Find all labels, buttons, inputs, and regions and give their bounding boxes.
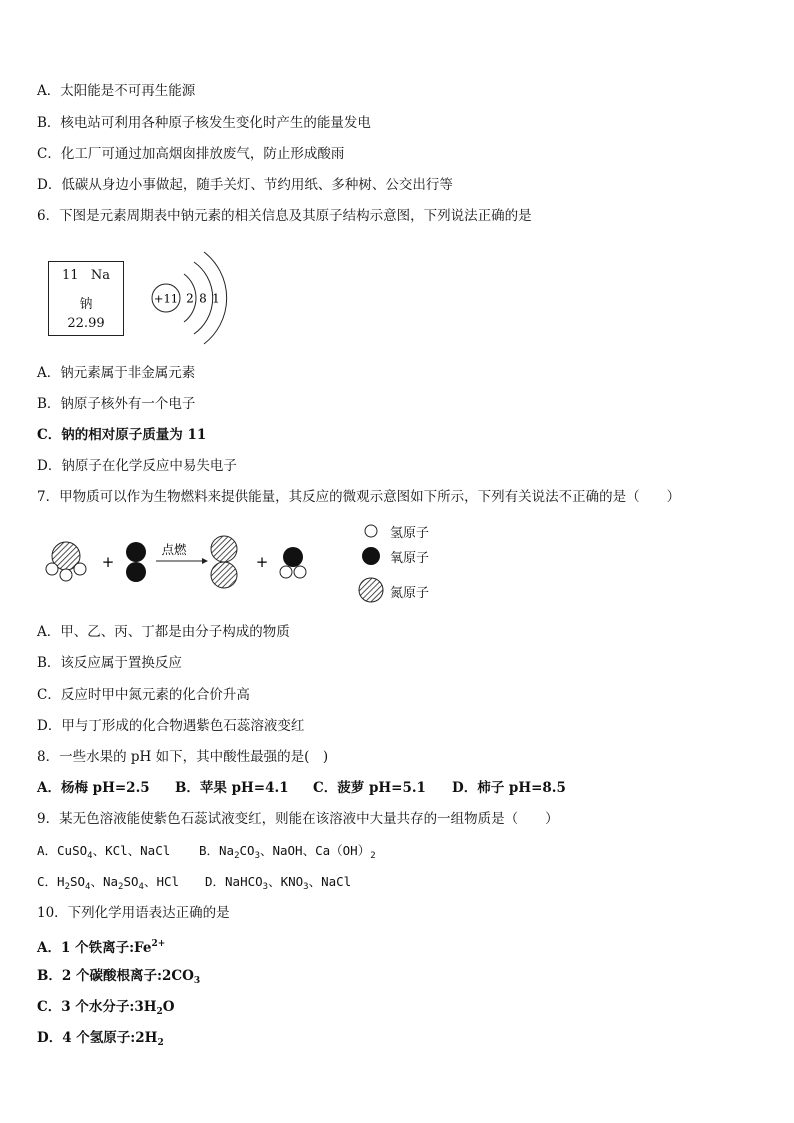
q9-c-sub-3: 2 [118, 882, 124, 892]
q5-option-b: B．核电站可利用各种原子核发生变化时产生的能量发电 [37, 115, 371, 131]
molecule-ding [280, 547, 306, 578]
q8-option-b: B．苹果 pH=4.1 [175, 780, 289, 796]
q8-option-d: D．柿子 pH=8.5 [452, 780, 566, 796]
q8-option-c: C．菠萝 pH=5.1 [313, 780, 426, 796]
hydrogen-atom [60, 569, 72, 581]
q7-stem: 7．甲物质可以作为生物燃料来提供能量，其反应的微观示意图如下所示，下列有关说法不正确的是（ ） [37, 489, 681, 505]
q10-a-text: A．1 个铁离子:Fe [37, 940, 152, 956]
q6-option-a: A．钠元素属于非金属元素 [37, 365, 196, 381]
q9-c-text-3: 、Na [90, 874, 119, 889]
q9-option-b [199, 842, 376, 865]
q7-option-b: B．该反应属于置换反应 [37, 655, 182, 671]
q10-option-d [37, 1029, 164, 1052]
q10-option-b [37, 967, 200, 990]
q10-a-sup: 2+ [151, 939, 166, 949]
atomic-number: 11 [61, 268, 79, 283]
q10-b-text: B．2 个碳酸根离子:2CO [37, 968, 194, 984]
q9-c-sub-1: 2 [64, 882, 70, 892]
q6-option-c: C．钠的相对原子质量为 11 [37, 427, 207, 443]
hydrogen-atom [46, 563, 58, 575]
q7-option-a: A．甲、乙、丙、丁都是由分子构成的物质 [37, 624, 290, 640]
shell-2-electrons: 8 [199, 291, 207, 306]
atomic-mass: 22.99 [67, 316, 105, 331]
periodic-table-cell [48, 261, 124, 336]
q7-option-c: C．反应时甲中氮元素的化合价升高 [37, 687, 250, 703]
q6-stem: 6．下图是元素周期表中钠元素的相关信息及其原子结构示意图，下列说法正确的是 [37, 208, 532, 224]
q7-option-d: D．甲与丁形成的化合物遇紫色石蕊溶液变红 [37, 718, 305, 734]
molecule-jia [46, 542, 86, 581]
q9-d-sub-2: 3 [303, 882, 309, 892]
legend-oxygen-label: 氧原子 [390, 551, 430, 566]
nitrogen-atom [211, 562, 237, 588]
q10-c-text-1: C．3 个水分子:3H [37, 999, 157, 1015]
q9-b-text-1: B．Na [199, 843, 235, 858]
hydrogen-atom [74, 563, 86, 575]
q10-option-c [37, 998, 175, 1021]
legend-nitrogen-symbol [359, 578, 383, 602]
legend-hydrogen-symbol [365, 525, 377, 537]
q9-d-text-1: D．NaHCO [205, 874, 263, 889]
q9-c-sub-2: 4 [85, 882, 91, 892]
q9-options-ab [37, 842, 376, 865]
legend-oxygen-symbol [362, 547, 380, 565]
element-symbol: Na [90, 268, 111, 283]
q6-option-b: B．钠原子核外有一个电子 [37, 396, 196, 412]
arrow-head [202, 558, 208, 564]
q5-option-d: D．低碳从身边小事做起，随手关灯、节约用纸、多种树、公交出行等 [37, 177, 453, 193]
legend-hydrogen-label: 氢原子 [390, 526, 430, 541]
reaction-condition: 点燃 [161, 542, 187, 557]
q6-option-d: D．钠原子在化学反应中易失电子 [37, 458, 237, 474]
plus-sign: + [101, 553, 115, 571]
q8-options [37, 779, 566, 797]
atom-structure-diagram [148, 248, 228, 346]
q9-b-sub-2: 3 [254, 851, 260, 861]
q9-d-text-3: 、NaCl [308, 874, 352, 889]
q10-stem: 10．下列化学用语表达正确的是 [37, 905, 230, 921]
oxygen-atom [283, 547, 303, 567]
q9-c-text-4: SO [123, 874, 139, 889]
plus-sign: + [255, 553, 269, 571]
q9-c-text-1: C．H [37, 874, 65, 889]
shell-1-electrons: 2 [186, 291, 194, 306]
q9-c-text-2: SO [69, 874, 86, 889]
molecule-yi [126, 542, 146, 582]
shell-3-electrons: 1 [212, 291, 220, 306]
q9-b-sub-1: 2 [234, 851, 240, 861]
q10-c-sub: 2 [156, 1007, 163, 1017]
q9-c-text-5: 、HCl [143, 874, 180, 889]
q9-d-sub-1: 3 [262, 882, 269, 892]
q9-a-text-2: 、KCl、NaCl [92, 843, 171, 858]
q9-stem: 9．某无色溶液能使紫色石蕊试液变红，则能在该溶液中大量共存的一组物质是（ ） [37, 811, 559, 827]
q9-option-a [37, 843, 171, 861]
q10-c-text-2: O [162, 999, 175, 1015]
q10-b-sub: 3 [193, 976, 201, 986]
nitrogen-atom [211, 536, 237, 562]
q9-c-sub-4: 4 [138, 882, 144, 892]
oxygen-atom [126, 562, 146, 582]
q9-option-c [37, 874, 180, 892]
q9-d-text-2: 、KNO [268, 874, 304, 889]
q9-b-sub-3: 2 [370, 851, 376, 861]
element-name: 钠 [79, 297, 93, 312]
q9-b-text-3: 、NaOH、Ca（OH） [259, 843, 371, 858]
hydrogen-atom [294, 566, 306, 578]
nucleus-charge: +11 [153, 291, 179, 306]
q9-option-d [205, 873, 351, 896]
q5-option-a: A．太阳能是不可再生能源 [37, 83, 196, 99]
q8-option-a: A．杨梅 pH=2.5 [37, 780, 150, 796]
q9-options-cd [37, 873, 352, 896]
oxygen-atom [126, 542, 146, 562]
legend-symbols [356, 520, 386, 606]
q5-option-c: C．化工厂可通过加高烟囱排放废气，防止形成酸雨 [37, 146, 345, 162]
q9-a-text-1: A．CuSO [37, 843, 88, 858]
q10-d-sub: 2 [157, 1038, 164, 1048]
cell-number-symbol [49, 268, 123, 283]
legend-nitrogen-label: 氮原子 [390, 586, 430, 601]
q10-d-text: D．4 个氢原子:2H [37, 1030, 158, 1046]
q9-a-sub-1: 4 [87, 851, 93, 861]
molecule-bing [211, 536, 237, 588]
q9-b-text-2: CO [239, 843, 255, 858]
hydrogen-atom [280, 566, 292, 578]
reaction-diagram [38, 528, 328, 600]
q10-option-a [37, 935, 165, 957]
q8-stem: 8．一些水果的 pH 如下，其中酸性最强的是( ) [37, 749, 329, 765]
